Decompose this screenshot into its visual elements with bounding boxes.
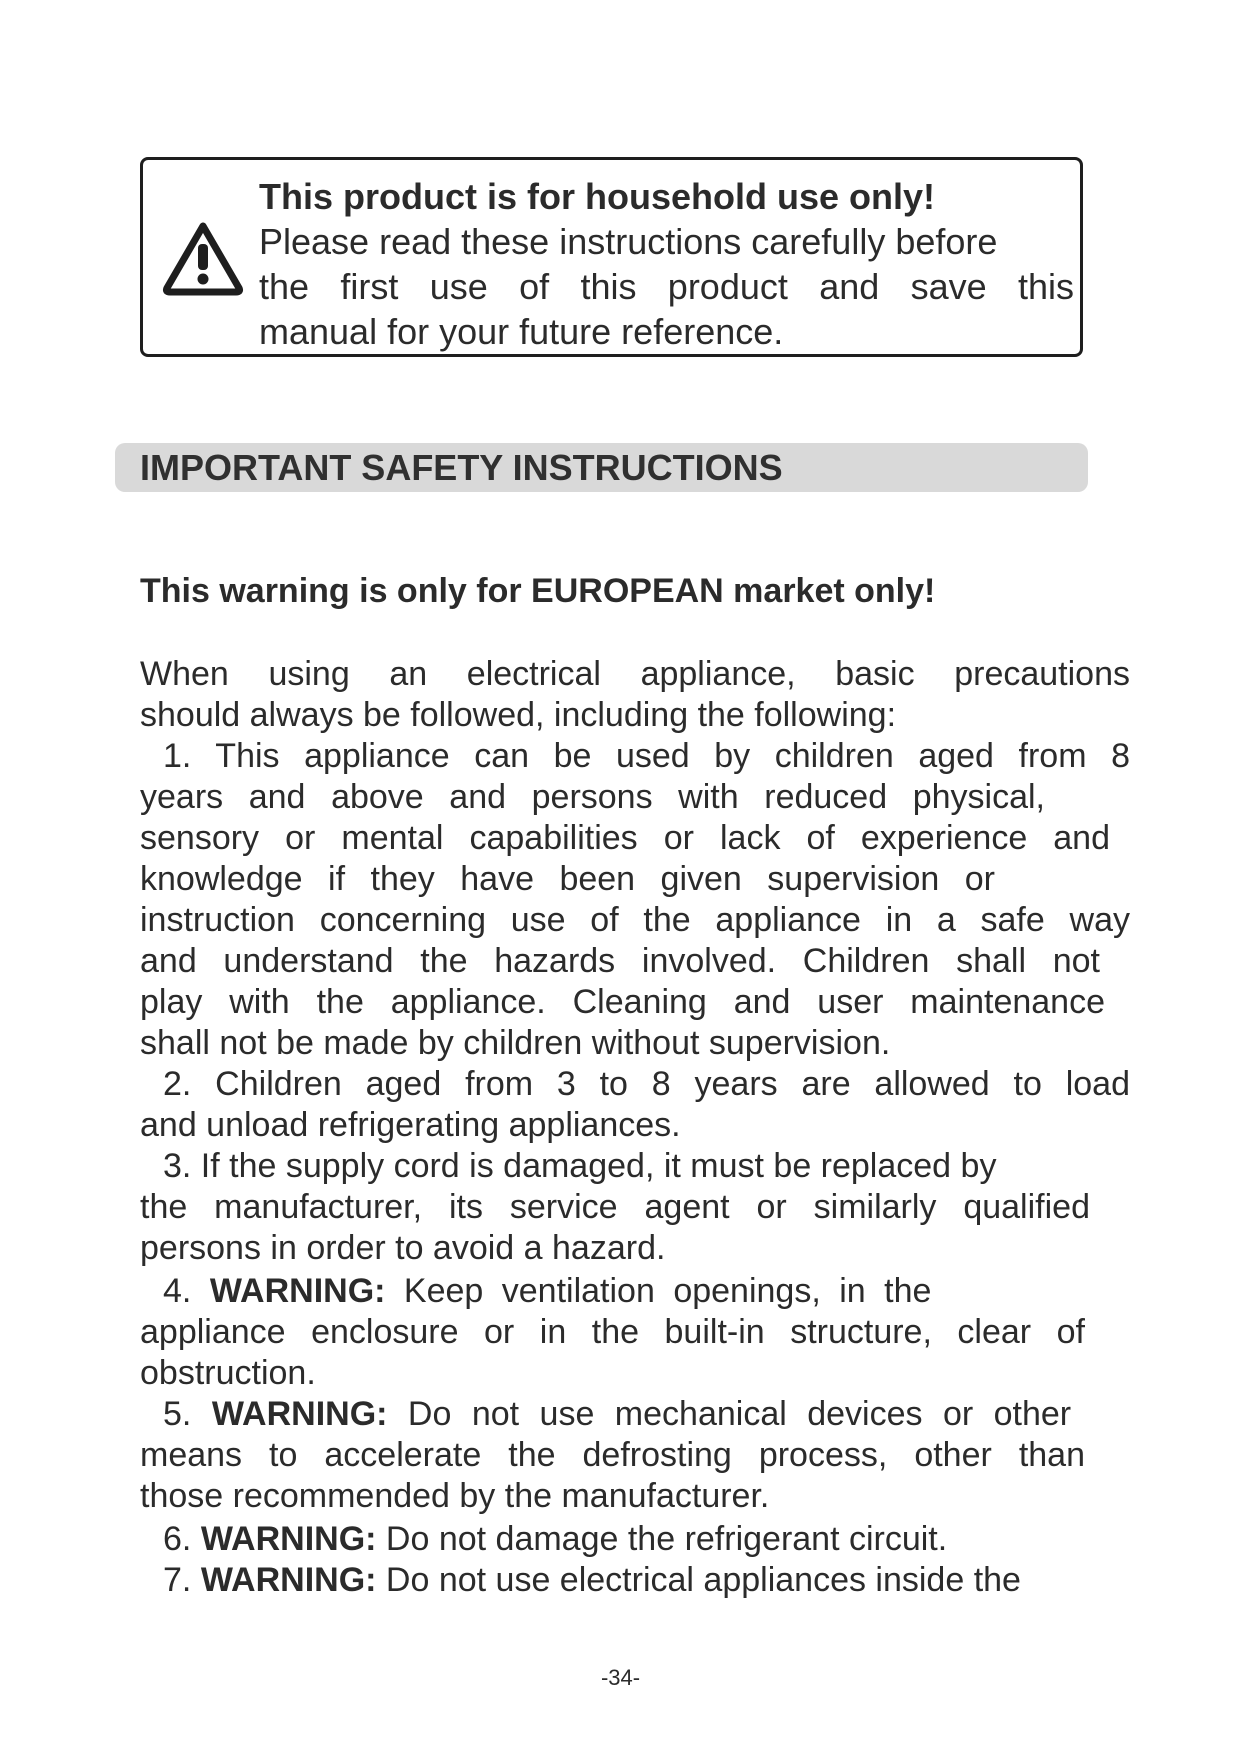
section-header-bar <box>115 443 1088 492</box>
notice-line-3: manual for your future reference. <box>259 311 784 352</box>
notice-text <box>259 174 1074 354</box>
notice-headline: This product is for household use only! <box>259 176 936 217</box>
notice-line-1: Please read these instructions carefully before <box>259 221 998 262</box>
item-4-line-2: appliance enclosure or in the built-in structure, clear of <box>140 1313 1085 1351</box>
item-4-line-1 <box>163 1270 1153 1312</box>
item-5-text: Do not use mechanical devices or other <box>407 1395 1072 1433</box>
item-3-line-1: 3. If the supply cord is damaged, it must be replaced by <box>163 1147 997 1185</box>
item-1-line-7: play with the appliance. Cleaning and user maintenance <box>140 983 1105 1021</box>
eu-market-warning: This warning is only for EUROPEAN market only! <box>140 572 936 610</box>
item-4-number: 4. <box>163 1272 192 1310</box>
item-3-line-3: persons in order to avoid a hazard. <box>140 1229 666 1267</box>
page-number: -34- <box>600 1665 641 1690</box>
item-2-line-2: and unload refrigerating appliances. <box>140 1106 681 1144</box>
item-4-warning-label: WARNING: <box>209 1272 386 1310</box>
item-7-warning-label: WARNING: <box>200 1561 377 1599</box>
item-1-line-1: 1. This appliance can be used by children aged from 8 <box>163 737 1130 775</box>
intro-line-2: should always be followed, including the following: <box>140 696 897 734</box>
item-1-line-2: years and above and persons with reduced physical, <box>140 778 1045 816</box>
item-4-line-3: obstruction. <box>140 1354 316 1392</box>
item-2-line-1: 2. Children aged from 3 to 8 years are allowed to load <box>163 1065 1130 1103</box>
item-7-line-1 <box>163 1559 1153 1601</box>
intro-line-1: When using an electrical appliance, basic precautions <box>140 655 1130 693</box>
item-5-line-2: means to accelerate the defrosting process, other than <box>140 1436 1085 1474</box>
item-5-line-3: those recommended by the manufacturer. <box>140 1477 770 1515</box>
item-5-number: 5. <box>163 1395 192 1433</box>
item-7-number: 7. <box>163 1561 192 1599</box>
item-7-text: Do not use electrical appliances inside the <box>385 1561 1021 1599</box>
item-5-line-1 <box>163 1393 1153 1435</box>
item-1-line-6: and understand the hazards involved. Children shall not <box>140 942 1100 980</box>
item-3-line-2: the manufacturer, its service agent or similarly qualified <box>140 1188 1090 1226</box>
household-use-notice-box <box>140 157 1083 357</box>
item-6-text: Do not damage the refrigerant circuit. <box>385 1520 948 1558</box>
item-1-line-8: shall not be made by children without supervision. <box>140 1024 891 1062</box>
item-4-text: Keep ventilation openings, in the <box>403 1272 932 1310</box>
item-6-line-1 <box>163 1518 1153 1560</box>
item-5-warning-label: WARNING: <box>211 1395 388 1433</box>
item-6-warning-label: WARNING: <box>200 1520 377 1558</box>
item-1-line-5: instruction concerning use of the appliance in a safe way <box>140 901 1130 939</box>
section-title: IMPORTANT SAFETY INSTRUCTIONS <box>140 447 783 488</box>
warning-triangle-icon <box>161 220 245 296</box>
item-6-number: 6. <box>163 1520 192 1558</box>
item-1-line-3: sensory or mental capabilities or lack of experience and <box>140 819 1110 857</box>
notice-line-2: the first use of this product and save this <box>259 266 1074 307</box>
item-1-line-4: knowledge if they have been given supervision or <box>140 860 995 898</box>
